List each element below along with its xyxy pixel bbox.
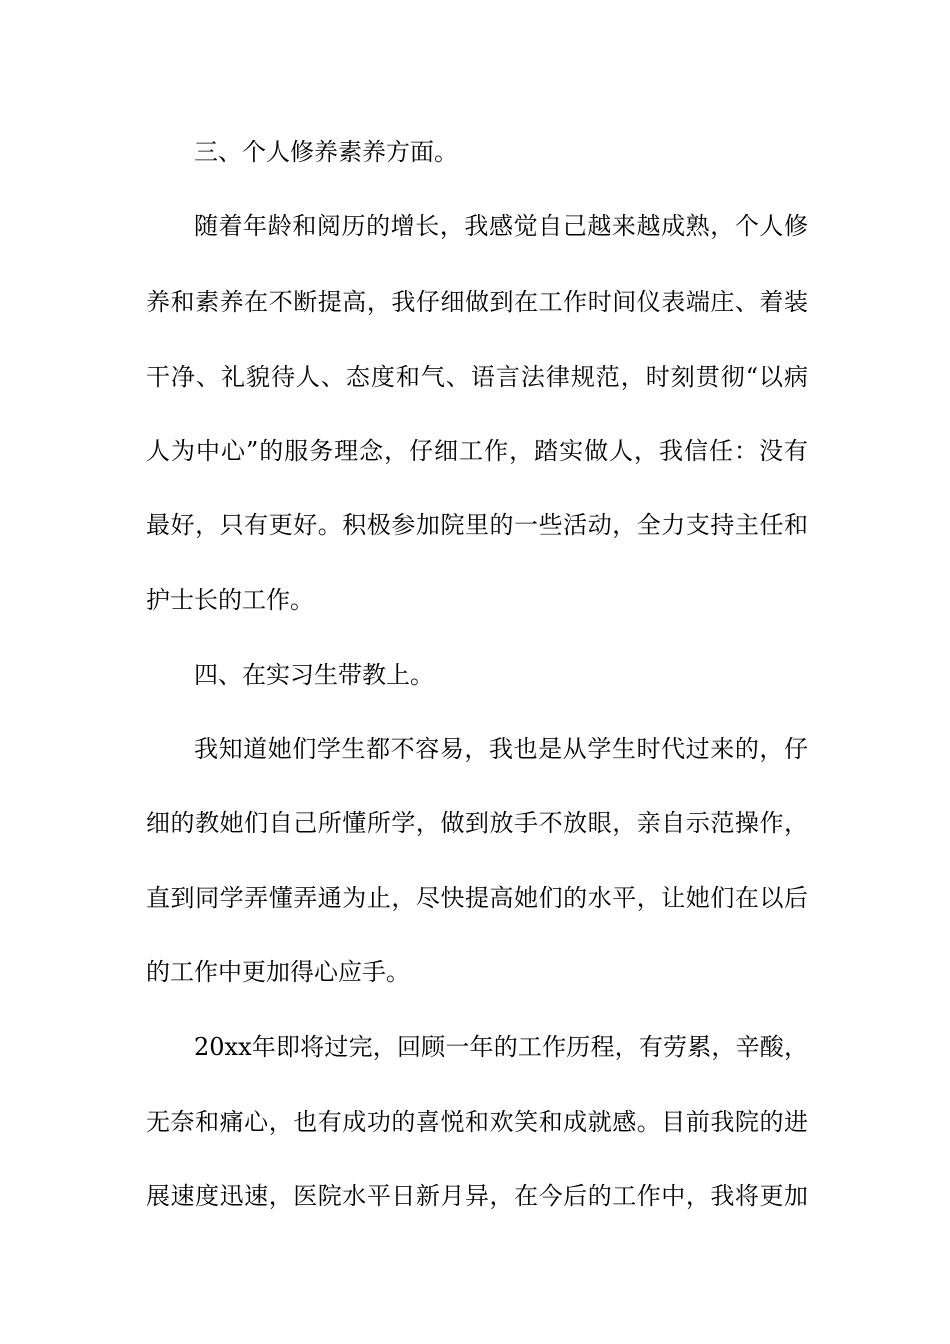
paragraph-line: 随着年龄和阅历的增长，我感觉自己越来越成熟，个人修	[194, 212, 808, 240]
paragraph-line: 最好，只有更好。积极参加院里的一些活动，全力支持主任和	[146, 511, 808, 539]
heading-personal-cultivation: 三、个人修养素养方面。	[194, 138, 458, 166]
paragraph-line: 展速度迅速，医院水平日新月异，在今后的工作中，我将更加	[146, 1182, 808, 1210]
paragraph-line: 的工作中更加得心应手。	[146, 958, 410, 986]
paragraph-line: 干净、礼貌待人、态度和气、语言法律规范，时刻贯彻“以病	[146, 363, 808, 391]
paragraph-line: 我知道她们学生都不容易，我也是从学生时代过来的，仔	[194, 735, 808, 763]
paragraph-line: 养和素养在不断提高，我仔细做到在工作时间仪表端庄、着装	[146, 288, 808, 316]
paragraph-line: 细的教她们自己所懂所学，做到放手不放眼，亲自示范操作，	[146, 809, 808, 837]
heading-intern-teaching: 四、在实习生带教上。	[194, 661, 434, 689]
paragraph-line: 20xx年即将过完，回顾一年的工作历程，有劳累，辛酸，	[194, 1033, 808, 1061]
paragraph-line: 直到同学弄懂弄通为止，尽快提高她们的水平，让她们在以后	[146, 884, 808, 912]
paragraph-line: 人为中心”的服务理念，仔细工作，踏实做人，我信任：没有	[146, 437, 808, 465]
paragraph-line: 护士长的工作。	[146, 586, 314, 614]
paragraph-line: 无奈和痛心，也有成功的喜悦和欢笑和成就感。目前我院的进	[146, 1108, 808, 1136]
